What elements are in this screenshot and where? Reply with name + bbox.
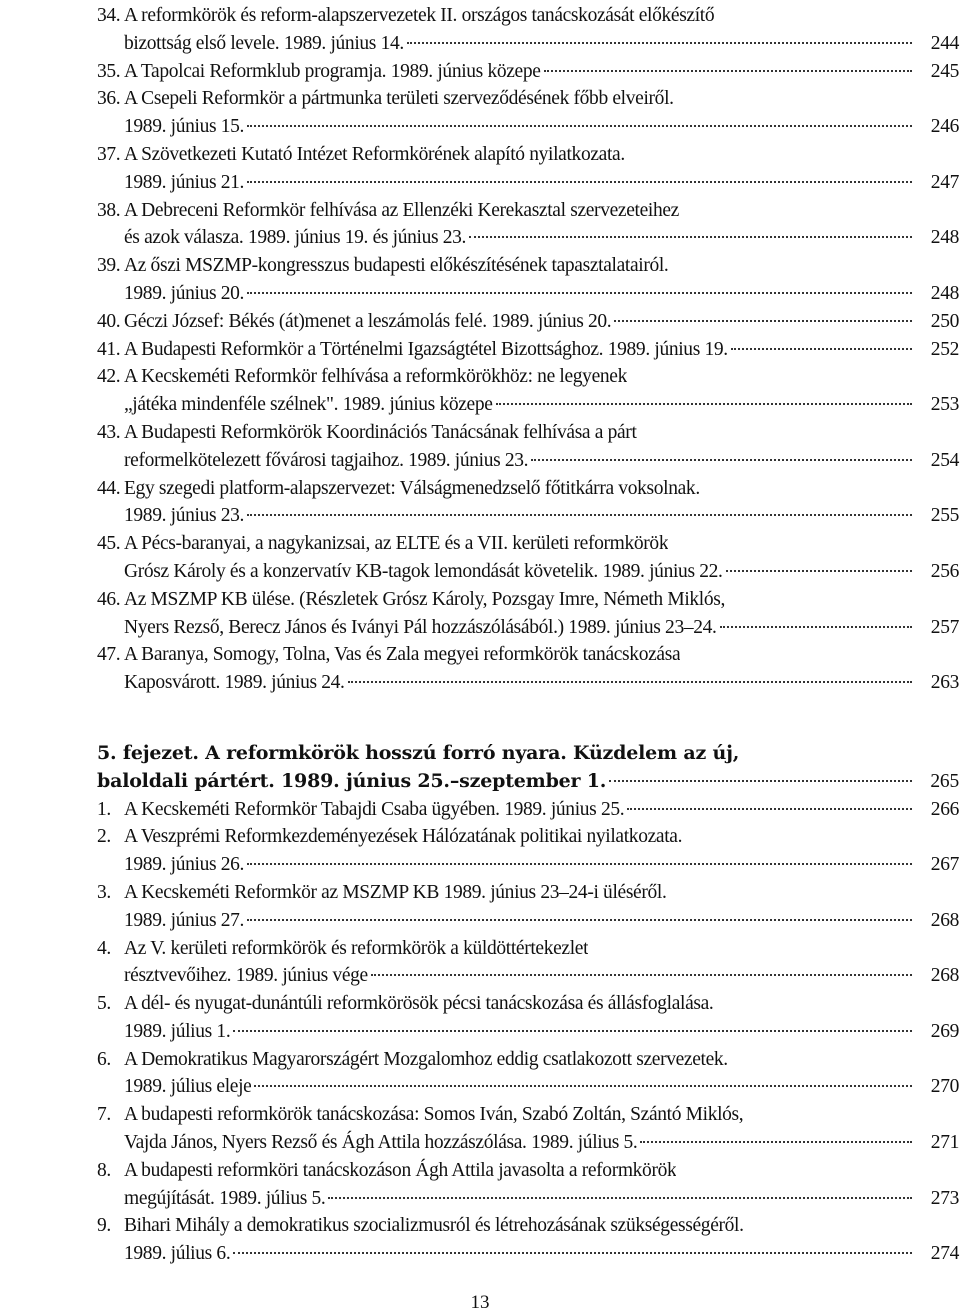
entry-title: 5. fejezet. A reformkörök hosszú forró nyara. Küzdelem az új, — [97, 741, 740, 764]
entry-number: 8. — [97, 1159, 111, 1181]
toc-entry-line — [97, 280, 959, 308]
toc-entry-line — [97, 197, 959, 225]
entry-title: 1989. június 27. — [124, 909, 245, 931]
toc-entry-line — [97, 475, 959, 503]
entry-number: 40. — [97, 310, 121, 332]
entry-page-number: 268 — [930, 965, 959, 987]
toc-entry-line — [97, 907, 959, 935]
entry-number: 44. — [97, 477, 121, 499]
dot-leader — [496, 402, 912, 405]
entry-title: „játéka mindenféle szélnek". 1989. június közepe — [124, 394, 493, 416]
entry-number: 47. — [97, 644, 121, 666]
entry-number: 3. — [97, 881, 111, 903]
entry-number: 43. — [97, 421, 121, 443]
toc-entry-line — [97, 419, 959, 447]
entry-title: Egy szegedi platform-alapszervezet: Válságmenedzselő főtitkárra voksolnak. — [124, 477, 700, 499]
toc-entry-line — [97, 141, 959, 169]
entry-page-number: 257 — [930, 616, 959, 638]
dot-leader — [233, 1029, 912, 1032]
entry-title: A Kecskeméti Reformkör Tabajdi Csaba ügyében. 1989. június 25. — [124, 798, 625, 820]
toc-entry-line — [97, 990, 959, 1018]
entry-number: 1. — [97, 798, 111, 820]
toc-entry-line — [97, 935, 959, 963]
entry-title: A Demokratikus Magyarországért Mozgalomhoz eddig csatlakozott szervezetek. — [124, 1048, 728, 1070]
entry-title: Az őszi MSZMP-kongresszus budapesti előkészítésének tapasztalatairól. — [124, 255, 669, 277]
entry-page-number: 256 — [930, 560, 959, 582]
entry-number: 34. — [97, 5, 121, 26]
entry-title: Bihari Mihály a demokratikus szocializmusról és létrehozásának szükségességéről. — [124, 1215, 744, 1237]
entry-page-number: 268 — [930, 909, 959, 931]
entry-page-number: 266 — [930, 798, 959, 820]
entry-number: 38. — [97, 199, 121, 221]
entry-title: A Debreceni Reformkör felhívása az Ellenzéki Kerekasztal szervezeteihez — [124, 199, 679, 221]
entry-title: A reformkörök és reform-alapszervezetek II. országos tanácskozását előkészítő — [124, 5, 715, 26]
entry-number: 46. — [97, 588, 121, 610]
entry-title: Az V. kerületi reformkörök és reformkörök a küldöttértekezlet — [124, 937, 589, 959]
entry-title: Grósz Károly és a konzervatív KB-tagok lemondását követelik. 1989. június 22. — [124, 560, 723, 582]
entry-page-number: 244 — [930, 32, 959, 54]
entry-page-number: 248 — [930, 282, 959, 304]
toc-entry-line — [97, 363, 959, 391]
entry-title: A Baranya, Somogy, Tolna, Vas és Zala megyei reformkörök tanácskozása — [124, 644, 681, 666]
entry-title: 1989. június 15. — [124, 116, 245, 138]
section-gap — [97, 697, 959, 740]
dot-leader — [469, 235, 912, 238]
dot-leader — [348, 680, 912, 683]
chapter-heading-line — [97, 740, 959, 768]
entry-title: 1989. július 6. — [124, 1243, 231, 1265]
toc-entry-line — [97, 1185, 959, 1213]
toc-entry-line — [97, 85, 959, 113]
entry-page-number: 245 — [930, 60, 959, 82]
entry-page-number: 269 — [930, 1020, 959, 1042]
entry-page-number: 255 — [930, 505, 959, 527]
entry-page-number: 263 — [930, 672, 959, 694]
toc-entry-line — [97, 2, 959, 30]
entry-title: Géczi József: Békés (át)menet a leszámolás felé. 1989. június 20. — [124, 310, 612, 332]
toc-entry-line — [97, 336, 959, 364]
entry-title: A Kecskeméti Reformkör felhívása a reformkörökhöz: ne legyenek — [124, 366, 627, 388]
toc-entry-line — [97, 502, 959, 530]
entry-title: baloldali pártért. 1989. június 25.–szeptember 1. — [97, 769, 607, 792]
toc-entry-line — [97, 391, 959, 419]
entry-page-number: 270 — [930, 1076, 959, 1098]
toc-entry-line — [97, 641, 959, 669]
toc-list — [97, 2, 959, 1268]
entry-page-number: 271 — [930, 1132, 959, 1154]
toc-entry-line — [97, 851, 959, 879]
toc-entry-line — [97, 1018, 959, 1046]
entry-title: A Budapesti Reformkör a Történelmi Igazságtétel Bizottsághoz. 1989. június 19. — [124, 338, 728, 360]
entry-page-number: 247 — [930, 171, 959, 193]
entry-number: 41. — [97, 338, 121, 360]
entry-number: 45. — [97, 533, 121, 555]
dot-leader — [726, 569, 912, 572]
entry-number: 2. — [97, 826, 111, 848]
entry-title: 1989. június 20. — [124, 282, 245, 304]
entry-page-number: 252 — [930, 338, 959, 360]
dot-leader — [254, 1084, 912, 1087]
entry-title: 1989. július 1. — [124, 1020, 231, 1042]
toc-entry-line — [97, 447, 959, 475]
entry-title: reformelkötelezett fővárosi tagjaihoz. 1989. június 23. — [124, 449, 529, 471]
dot-leader — [640, 1140, 912, 1143]
toc-entry-line — [97, 879, 959, 907]
toc-entry-line — [97, 530, 959, 558]
toc-entry-line — [97, 308, 959, 336]
toc-entry-line — [97, 252, 959, 280]
entry-title: A budapesti reformköri tanácskozáson Ágh Attila javasolta a reformkörök — [124, 1159, 677, 1181]
toc-entry-line — [97, 796, 959, 824]
dot-leader — [328, 1196, 912, 1199]
entry-page-number: 246 — [930, 116, 959, 138]
toc-entry-line — [97, 113, 959, 141]
toc-entry-line — [97, 669, 959, 697]
entry-title: 1989. július eleje — [124, 1076, 252, 1098]
toc-entry-line — [97, 614, 959, 642]
chapter-heading-line — [97, 768, 959, 796]
entry-title: A dél- és nyugat-dunántúli reformkörösök pécsi tanácskozása és állásfoglalása. — [124, 993, 714, 1015]
entry-title: A Tapolcai Reformklub programja. 1989. június közepe — [124, 60, 541, 82]
entry-title: bizottság első levele. 1989. június 14. — [124, 32, 404, 54]
entry-page-number: 253 — [930, 394, 959, 416]
entry-title: megújítását. 1989. július 5. — [124, 1187, 326, 1209]
entry-title: Kaposvárott. 1989. június 24. — [124, 672, 345, 694]
entry-title: 1989. június 26. — [124, 854, 245, 876]
entry-title: 1989. június 23. — [124, 505, 245, 527]
dot-leader — [531, 458, 912, 461]
entry-number: 39. — [97, 255, 121, 277]
toc-entry-line — [97, 1240, 959, 1268]
entry-title: A budapesti reformkörök tanácskozása: Somos Iván, Szabó Zoltán, Szántó Miklós, — [124, 1104, 744, 1126]
dot-leader — [544, 69, 912, 72]
entry-number: 35. — [97, 60, 121, 82]
dot-leader — [247, 862, 912, 865]
dot-leader — [247, 180, 912, 183]
dot-leader — [233, 1251, 912, 1254]
dot-leader — [247, 513, 912, 516]
toc-entry-line — [97, 224, 959, 252]
toc-entry-line — [97, 1129, 959, 1157]
entry-page-number: 265 — [930, 770, 959, 792]
entry-number: 37. — [97, 143, 121, 165]
entry-page-number: 250 — [930, 310, 959, 332]
toc-entry-line — [97, 30, 959, 58]
dot-leader — [614, 319, 912, 322]
toc-entry-line — [97, 1212, 959, 1240]
toc-entry-line — [97, 1101, 959, 1129]
entry-title: A Budapesti Reformkörök Koordinációs Tanácsának felhívása a párt — [124, 421, 637, 443]
entry-title: és azok válasza. 1989. június 19. és június 23. — [124, 227, 467, 249]
toc-entry-line — [97, 586, 959, 614]
entry-page-number: 267 — [930, 854, 959, 876]
dot-leader — [371, 973, 912, 976]
entry-title: 1989. június 21. — [124, 171, 245, 193]
entry-page-number: 274 — [930, 1243, 959, 1265]
toc-entry-line — [97, 962, 959, 990]
entry-title: A Veszprémi Reformkezdeményezések Hálózatának politikai nyilatkozata. — [124, 826, 683, 848]
entry-title: A Csepeli Reformkör a pártmunka területi szerveződésének főbb elveiről. — [124, 88, 674, 110]
dot-leader — [609, 779, 912, 782]
entry-number: 36. — [97, 88, 121, 110]
toc-entry-line — [97, 1046, 959, 1074]
entry-number: 42. — [97, 366, 121, 388]
entry-page-number: 254 — [930, 449, 959, 471]
entry-number: 6. — [97, 1048, 111, 1070]
toc-entry-line — [97, 169, 959, 197]
entry-page-number: 273 — [930, 1187, 959, 1209]
toc-entry-line — [97, 1157, 959, 1185]
page-number: 13 — [470, 1292, 490, 1313]
entry-page-number: 248 — [930, 227, 959, 249]
entry-title: Nyers Rezső, Berecz János és Iványi Pál hozzászólásából.) 1989. június 23–24. — [124, 616, 717, 638]
entry-title: résztvevőihez. 1989. június vége — [124, 965, 368, 987]
entry-number: 9. — [97, 1215, 111, 1237]
entry-number: 4. — [97, 937, 111, 959]
entry-title: Az MSZMP KB ülése. (Részletek Grósz Károly, Pozsgay Imre, Németh Miklós, — [124, 588, 726, 610]
toc-entry-line — [97, 1073, 959, 1101]
toc-entry-line — [97, 823, 959, 851]
dot-leader — [407, 41, 912, 44]
entry-title: Vajda János, Nyers Rezső és Ágh Attila hozzászólása. 1989. július 5. — [124, 1132, 638, 1154]
dot-leader — [731, 347, 912, 350]
entry-title: A Pécs-baranyai, a nagykanizsai, az ELTE és a VII. kerületi reformkörök — [124, 533, 669, 555]
toc-entry-line — [97, 558, 959, 586]
toc-entry-line — [97, 58, 959, 86]
dot-leader — [247, 918, 912, 921]
entry-number: 5. — [97, 993, 111, 1015]
entry-title: A Szövetkezeti Kutató Intézet Reformkörének alapító nyilatkozata. — [124, 143, 625, 165]
dot-leader — [720, 625, 912, 628]
entry-number: 7. — [97, 1104, 111, 1126]
entry-title: A Kecskeméti Reformkör az MSZMP KB 1989. június 23–24-i üléséről. — [124, 881, 667, 903]
dot-leader — [247, 124, 912, 127]
dot-leader — [627, 807, 912, 810]
dot-leader — [247, 291, 912, 294]
